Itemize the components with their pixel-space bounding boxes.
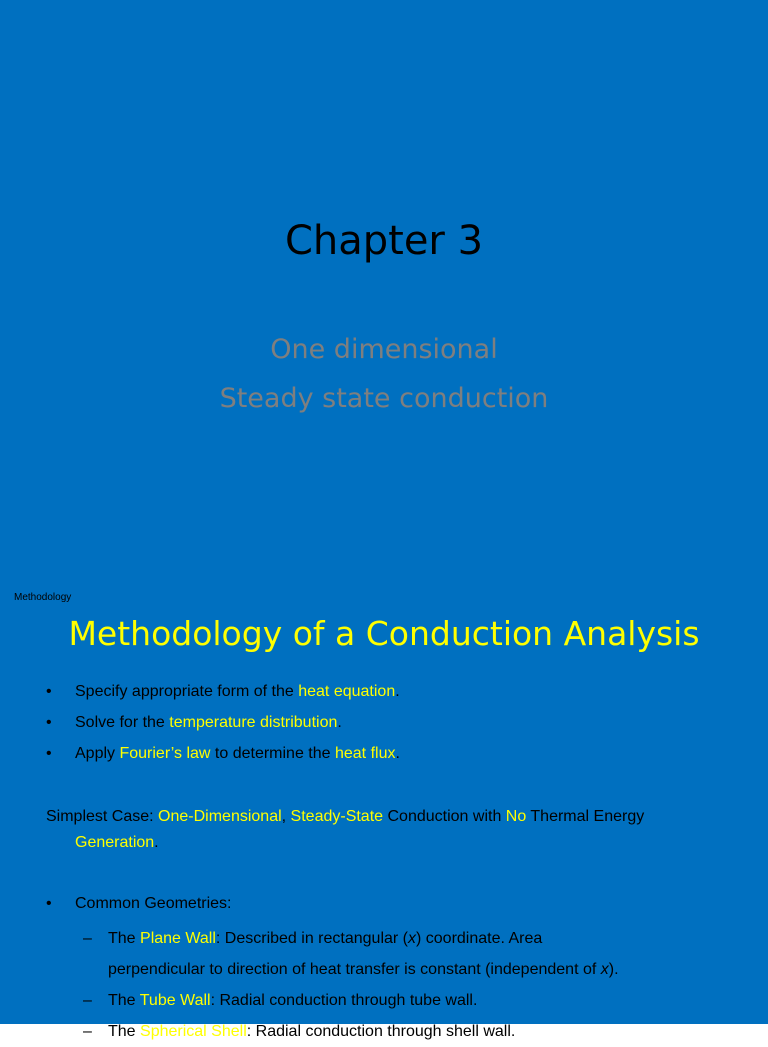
methodology-slide (0, 576, 768, 1040)
list-item (46, 892, 736, 923)
common-geometries (46, 892, 736, 1047)
simplest-line2 (46, 830, 726, 856)
list-item (46, 711, 400, 742)
highlight-steady-state: Steady-State (290, 808, 384, 825)
bullet-highlight: heat equation (298, 683, 396, 700)
list-item (46, 742, 400, 773)
bullet-icon: • (46, 745, 52, 762)
geometry-pre: The (108, 1023, 141, 1040)
bullet-icon: • (46, 683, 52, 700)
dash-icon: – (83, 930, 92, 947)
bullet-text-end: . (395, 745, 400, 762)
bullet-text: Solve for the (75, 714, 170, 731)
slide-subtitle-line1: One dimensional (270, 334, 498, 365)
bullet-highlight: temperature distribution (169, 714, 338, 731)
slide-subtitle-line2: Steady state conduction (219, 383, 549, 414)
highlight-generation: Generation (75, 834, 155, 851)
geometry-desc: : Radial conduction through tube wall. (210, 992, 478, 1009)
geometry-pre: The (108, 930, 141, 947)
bullet-highlight: Fourier’s law (119, 745, 211, 762)
geometry-tube-wall (46, 985, 736, 1016)
simplest-case (46, 804, 726, 856)
bullet-text: Specify appropriate form of the (75, 683, 299, 700)
highlight-no: No (505, 808, 527, 825)
slide-title: Chapter 3 (284, 218, 484, 264)
bullet-text-end: . (395, 683, 400, 700)
variable-x: x (408, 930, 416, 947)
list-item (46, 680, 400, 711)
simplest-mid: Conduction with (383, 808, 506, 825)
geometry-desc-2: ) coordinate. Area (416, 930, 543, 947)
section-tag: Methodology (14, 592, 72, 603)
simplest-tail: Thermal Energy (526, 808, 645, 825)
geometry-name: Plane Wall (140, 930, 216, 947)
geometries-heading: Common Geometries: (75, 895, 232, 912)
geometry-plane-wall (46, 923, 736, 985)
bullet-highlight-2: heat flux (334, 745, 396, 762)
geometry-desc: : Radial conduction through shell wall. (246, 1023, 516, 1040)
geometry-desc-line2: perpendicular to direction of heat transfer is constant (independent of (108, 961, 601, 978)
simplest-comma: , (281, 808, 291, 825)
geometry-desc-line2-end: ). (608, 961, 619, 978)
geometry-name: Spherical Shell (140, 1023, 247, 1040)
bullet-text: Apply (75, 745, 120, 762)
geometry-spherical-shell (46, 1016, 736, 1047)
slide-title: Methodology of a Conduction Analysis (68, 614, 700, 653)
bullet-text-mid: to determine the (210, 745, 335, 762)
geometry-desc: : Described in rectangular ( (215, 930, 408, 947)
bullet-text-end: . (337, 714, 342, 731)
bullet-icon: • (46, 714, 52, 731)
step-list (46, 680, 400, 773)
bullet-icon: • (46, 895, 52, 912)
geometry-pre: The (108, 992, 140, 1009)
simplest-lead: Simplest Case: (46, 808, 159, 825)
highlight-one-dimensional: One-Dimensional (158, 808, 282, 825)
dash-icon: – (83, 992, 92, 1009)
geometry-name: Tube Wall (139, 992, 211, 1009)
simplest-end: . (154, 834, 159, 851)
variable-x: x (600, 961, 609, 978)
dash-icon: – (83, 1023, 92, 1040)
